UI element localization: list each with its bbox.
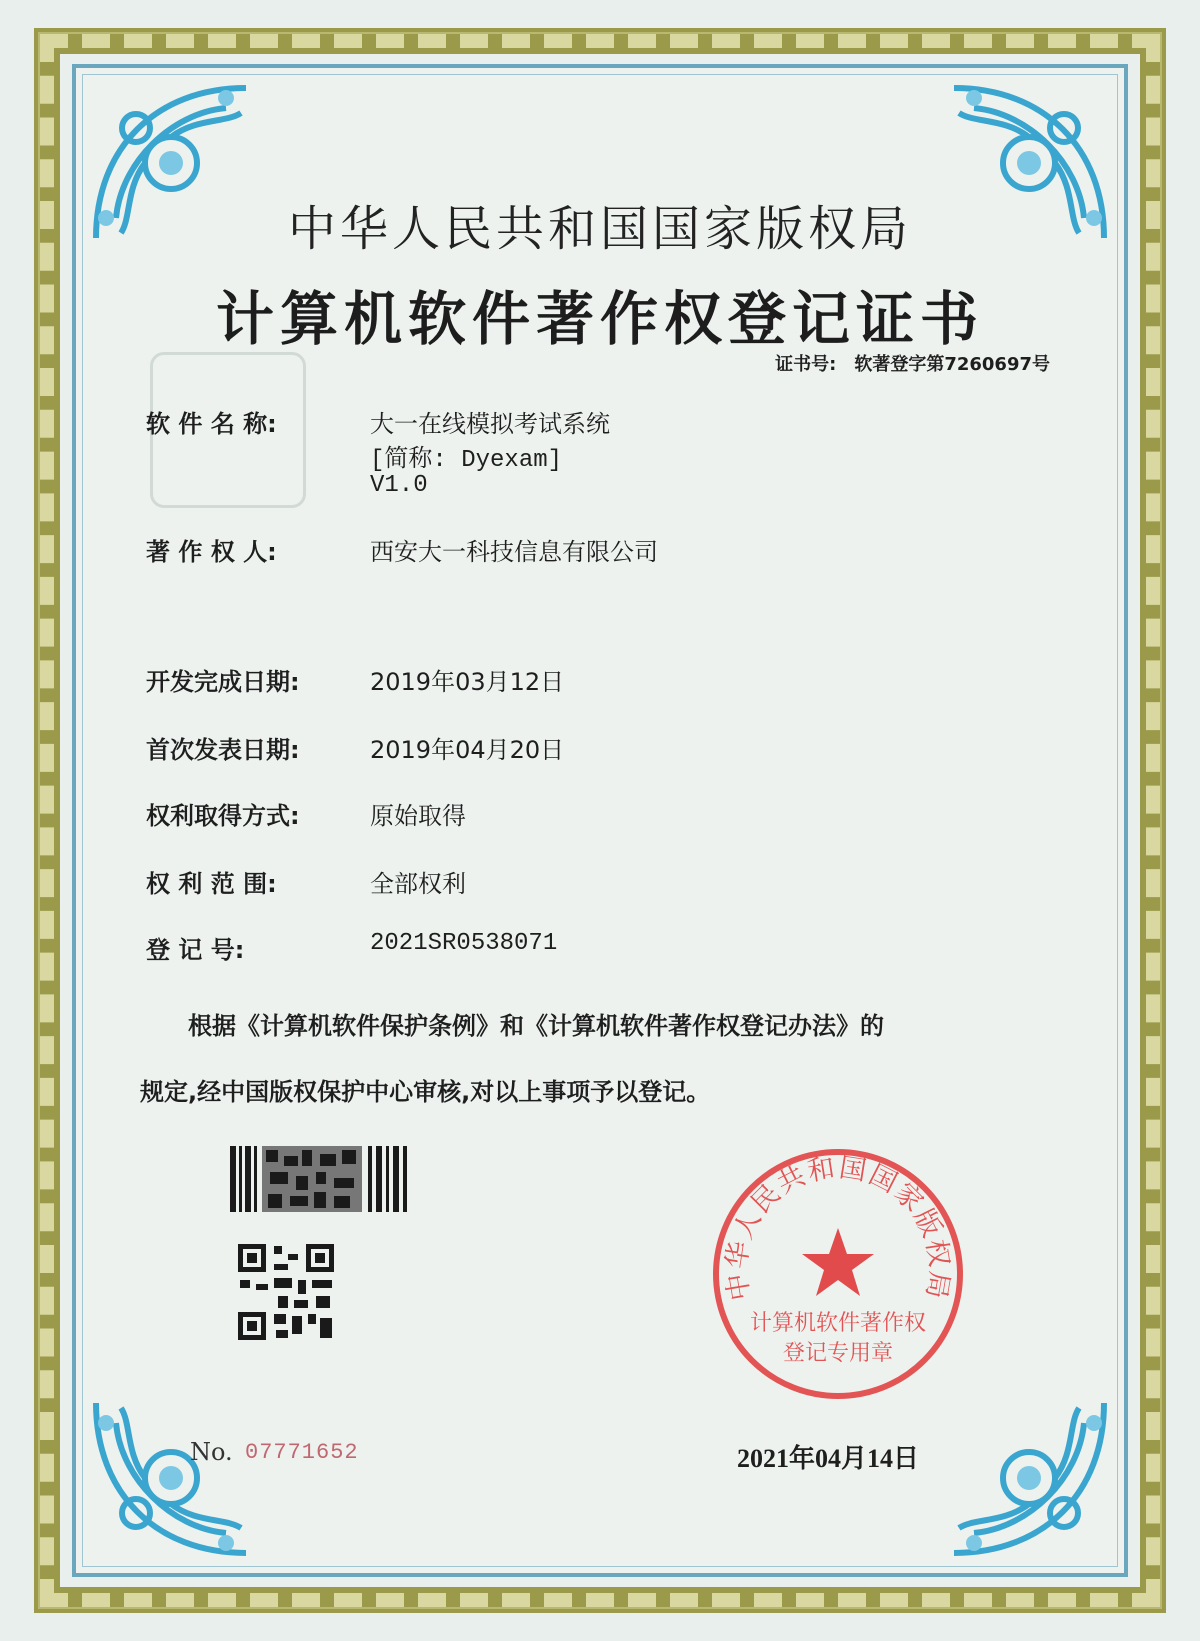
field-owner bbox=[146, 532, 658, 567]
certificate-title: 计算机软件著作权登记证书 bbox=[215, 285, 984, 353]
seal-star-icon bbox=[802, 1228, 874, 1296]
field-label: 权 利 范 围: bbox=[146, 870, 277, 898]
field-label: 登 记 号: bbox=[146, 936, 245, 964]
cert-no-label: 证书号: bbox=[775, 354, 837, 375]
official-seal bbox=[710, 1146, 966, 1402]
field-value: 2019年04月20日 bbox=[370, 736, 565, 764]
field-value: 西安大一科技信息有限公司 bbox=[370, 538, 658, 566]
field-software-name bbox=[146, 404, 610, 439]
corner-ornament-icon bbox=[934, 1383, 1124, 1573]
serial-number: 07771652 bbox=[245, 1440, 359, 1465]
field-scope bbox=[146, 864, 466, 899]
cert-no-value: 软著登字第7260697号 bbox=[854, 354, 1050, 375]
field-label: 软 件 名 称: bbox=[146, 410, 277, 438]
statement-line-1: 根据《计算机软件保护条例》和《计算机软件著作权登记办法》的 bbox=[188, 1012, 884, 1040]
issuer-title: 中华人民共和国国家版权局 bbox=[287, 201, 912, 257]
field-value: 2019年03月12日 bbox=[370, 668, 565, 696]
seal-line-1: 计算机软件著作权 bbox=[749, 1311, 927, 1336]
field-label: 权利取得方式: bbox=[146, 802, 300, 830]
barcode-icon bbox=[230, 1146, 410, 1212]
field-value: 2021SR0538071 bbox=[370, 930, 558, 957]
statement-line-2: 规定,经中国版权保护中心审核,对以上事项予以登记。 bbox=[140, 1078, 711, 1106]
field-label: 著 作 权 人: bbox=[146, 538, 277, 566]
qr-code-icon bbox=[238, 1244, 334, 1340]
seal-line-2: 登记专用章 bbox=[782, 1341, 894, 1366]
field-pub-date bbox=[146, 730, 565, 765]
certificate-number bbox=[775, 350, 1050, 376]
field-value: 原始取得 bbox=[370, 802, 466, 830]
corner-ornament-icon bbox=[76, 1383, 266, 1573]
serial-label: No. bbox=[190, 1438, 233, 1466]
field-reg-no bbox=[146, 930, 558, 965]
field-label: 开发完成日期: bbox=[146, 668, 300, 696]
field-acquire bbox=[146, 796, 466, 831]
svg-text:中华人民共和国国家版权局 bbox=[721, 1152, 955, 1302]
seal-arc-text: 中华人民共和国国家版权局 bbox=[721, 1152, 955, 1303]
field-label: 首次发表日期: bbox=[146, 736, 300, 764]
issue-date: 2021年04月14日 bbox=[737, 1444, 920, 1473]
field-value: 大一在线模拟考试系统 bbox=[370, 410, 610, 438]
version: V1.0 bbox=[370, 472, 428, 499]
short-name: [简称: Dyexam] bbox=[370, 447, 563, 474]
field-dev-date bbox=[146, 662, 565, 697]
field-value: 全部权利 bbox=[370, 870, 466, 898]
